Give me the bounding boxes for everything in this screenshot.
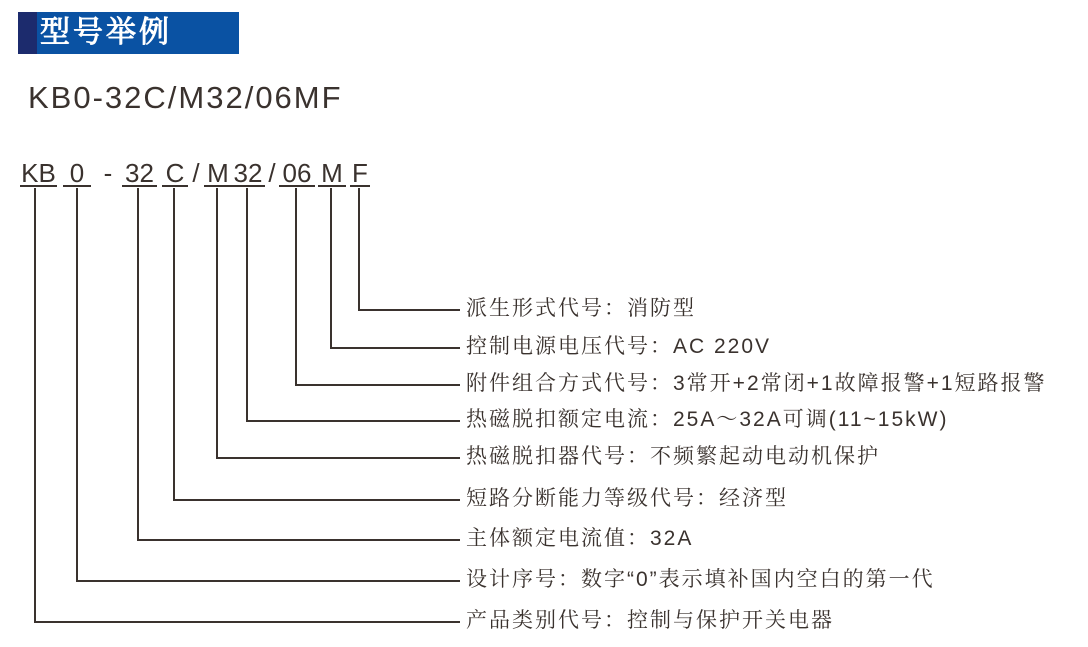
- explanation-label-f: 派生形式代号：消防型: [466, 297, 696, 320]
- explanation-label-c: 短路分断能力等级代号：经济型: [466, 487, 788, 510]
- connector-elbow-line: [34, 621, 460, 623]
- connector-stem-f: [358, 188, 360, 311]
- code-segment-m: M: [204, 158, 232, 187]
- code-separator: /: [192, 158, 200, 188]
- connector-elbow-line: [76, 580, 460, 582]
- connector-stem-m: [330, 188, 332, 349]
- connector-stem-0: [76, 188, 78, 582]
- connector-elbow-line: [216, 457, 460, 459]
- connector-stem-c: [173, 188, 175, 501]
- header-blue-bar: [37, 12, 239, 54]
- code-segment-kb: KB: [21, 158, 56, 188]
- explanation-label-32: 主体额定电流值：32A: [466, 527, 694, 550]
- explanation-label-m: 热磁脱扣器代号：不频繁起动电动机保护: [466, 445, 880, 468]
- connector-stem-m: [216, 188, 218, 459]
- connector-stem-32: [246, 188, 248, 422]
- code-segment-f: F: [350, 158, 370, 187]
- header-accent-bar: [18, 12, 37, 54]
- explanation-label-m: 控制电源电压代号：AC 220V: [466, 335, 772, 358]
- connector-elbow-line: [137, 539, 460, 541]
- connector-stem-kb: [34, 188, 36, 623]
- explanation-label-06: 附件组合方式代号：3常开+2常闭+1故障报警+1短路报警: [466, 372, 1047, 395]
- connector-stem-32: [137, 188, 139, 541]
- code-segment-c: C: [162, 158, 188, 187]
- code-segment-32: 32: [231, 158, 265, 187]
- code-separator: -: [103, 158, 113, 188]
- connector-elbow-line: [295, 384, 460, 386]
- code-segment-06: 06: [279, 158, 315, 187]
- code-separator: /: [268, 158, 276, 188]
- connector-stem-06: [295, 188, 297, 386]
- explanation-label-0: 设计序号：数字“0”表示填补国内空白的第一代: [466, 568, 935, 591]
- code-segment-m: M: [318, 158, 346, 187]
- code-segment-32: 32: [122, 158, 157, 187]
- explanation-label-kb: 产品类别代号：控制与保护开关电器: [466, 609, 834, 632]
- explanation-label-32: 热磁脱扣额定电流：25A～32A可调(11~15kW): [466, 408, 949, 431]
- connector-elbow-line: [246, 420, 460, 422]
- section-header: [18, 12, 239, 54]
- model-example-code: KB0-32C/M32/06MF: [28, 80, 343, 115]
- code-segment-0: 0: [63, 158, 91, 187]
- connector-elbow-line: [173, 499, 460, 501]
- connector-elbow-line: [330, 347, 460, 349]
- connector-elbow-line: [358, 309, 460, 311]
- section-title: 型号举例: [40, 16, 172, 49]
